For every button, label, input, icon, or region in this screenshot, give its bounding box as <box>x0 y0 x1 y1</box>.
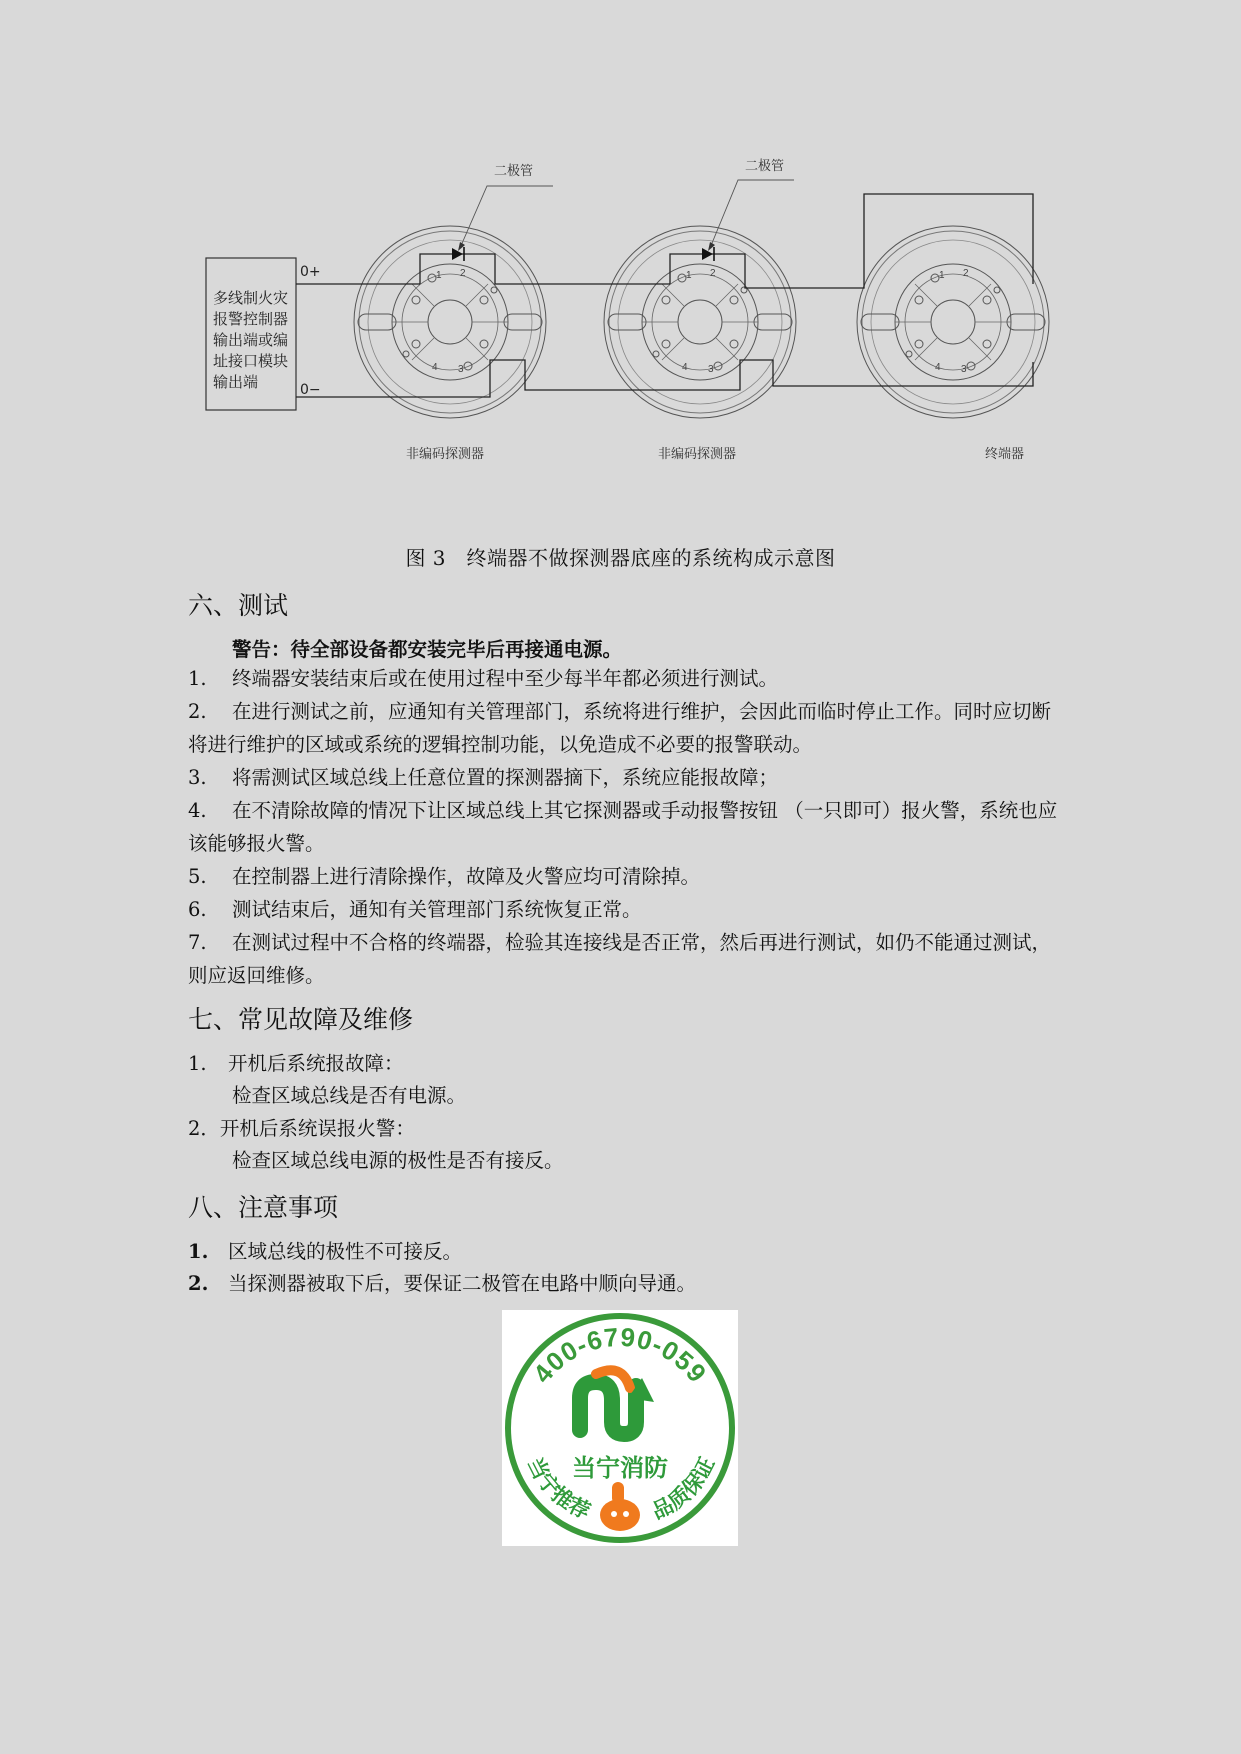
list-item: 2. 在进行测试之前，应通知有关管理部门，系统将进行维护，会因此而临时停止工作。同时应切断将进行维护的区域或系统的逻辑控制功能，以免造成不必要的报警联动。 <box>188 700 1052 756</box>
pin-label: 1 <box>686 270 692 281</box>
section-7-title: 七、常见故障及维修 <box>188 1005 414 1034</box>
warning-text: 警告：待全部设备都安装完毕后再接通电源。 <box>232 638 623 661</box>
controller-box-line: 报警控制器 <box>213 310 289 328</box>
pin-label: 4 <box>935 362 941 373</box>
pin-label: 4 <box>432 362 438 373</box>
pin-label: 2 <box>460 268 466 279</box>
pin-label: 1 <box>939 270 945 281</box>
fault-item-2: 2．开机后系统误报火警： <box>188 1117 415 1140</box>
bus-wiring <box>296 194 1033 397</box>
list-item: 5. 在控制器上进行清除操作，故障及火警应均可清除掉。 <box>188 865 701 888</box>
wiring-diagram <box>190 150 1110 480</box>
diode-label-2: 二极管 <box>745 159 785 174</box>
diode-symbol-2 <box>702 247 714 261</box>
pin-label: 3 <box>961 364 967 375</box>
controller-box-line: 多线制火灾 <box>213 289 289 307</box>
seal-slogan-right: 品质保证 <box>648 1453 720 1524</box>
test-steps-list <box>188 662 1058 992</box>
pin-label: 3 <box>708 364 714 375</box>
fault-solution-1: 检查区域总线是否有电源。 <box>232 1084 467 1107</box>
seal-slogan-left: 当宁推荐 <box>522 1453 594 1524</box>
list-item: 1. 终端器安装结束后或在使用过程中至少每半年都必须进行测试。 <box>188 667 779 690</box>
fault-solution-2: 检查区域总线电源的极性是否有接反。 <box>232 1149 564 1172</box>
notice-item-1: 1. 区域总线的极性不可接反。 <box>188 1240 463 1263</box>
terminal-minus-label: 0− <box>300 382 321 398</box>
detector-label-2: 非编码探测器 <box>658 447 737 462</box>
company-seal-logo <box>502 1310 738 1546</box>
detector-base-1 <box>354 226 546 418</box>
end-device-base <box>857 226 1049 418</box>
terminal-plus-label: 0+ <box>300 264 321 280</box>
pin-label: 4 <box>682 362 688 373</box>
pin-label: 1 <box>436 270 442 281</box>
fault-item-1: 1. 开机后系统报故障： <box>188 1052 404 1075</box>
seal-phone: 400-6790-059 <box>527 1321 713 1389</box>
notice-item-2: 2. 当探测器被取下后，要保证二极管在电路中顺向导通。 <box>188 1272 697 1295</box>
controller-box-line: 输出端 <box>213 373 259 391</box>
list-item: 7. 在测试过程中不合格的终端器，检验其连接线是否正常，然后再进行测试，如仍不能通过测试，则应返回维修。 <box>188 931 1052 987</box>
controller-box-line: 输出端或编 <box>213 331 289 349</box>
detector-base-2 <box>604 226 796 418</box>
end-device-label: 终端器 <box>985 447 1025 462</box>
pin-label: 2 <box>710 268 716 279</box>
diode-symbol-1 <box>452 247 464 261</box>
diode-label-1: 二极管 <box>494 164 534 179</box>
figure-caption: 图 3 终端器不做探测器底座的系统构成示意图 <box>405 546 836 570</box>
list-item: 4. 在不清除故障的情况下让区域总线上其它探测器或手动报警按钮 （一只即可）报火警，系统也应该能够报火警。 <box>188 799 1058 855</box>
list-item: 6. 测试结束后，通知有关管理部门系统恢复正常。 <box>188 898 642 921</box>
detector-label-1: 非编码探测器 <box>406 447 485 462</box>
pin-label: 3 <box>458 364 464 375</box>
list-item: 3. 将需测试区域总线上任意位置的探测器摘下，系统应能报故障； <box>188 766 779 789</box>
section-6-title: 六、测试 <box>188 591 289 620</box>
section-8-title: 八、注意事项 <box>188 1193 339 1222</box>
seal-brand-name: 当宁消防 <box>572 1454 668 1482</box>
pin-label: 2 <box>963 268 969 279</box>
controller-box-line: 址接口模块 <box>213 352 289 370</box>
